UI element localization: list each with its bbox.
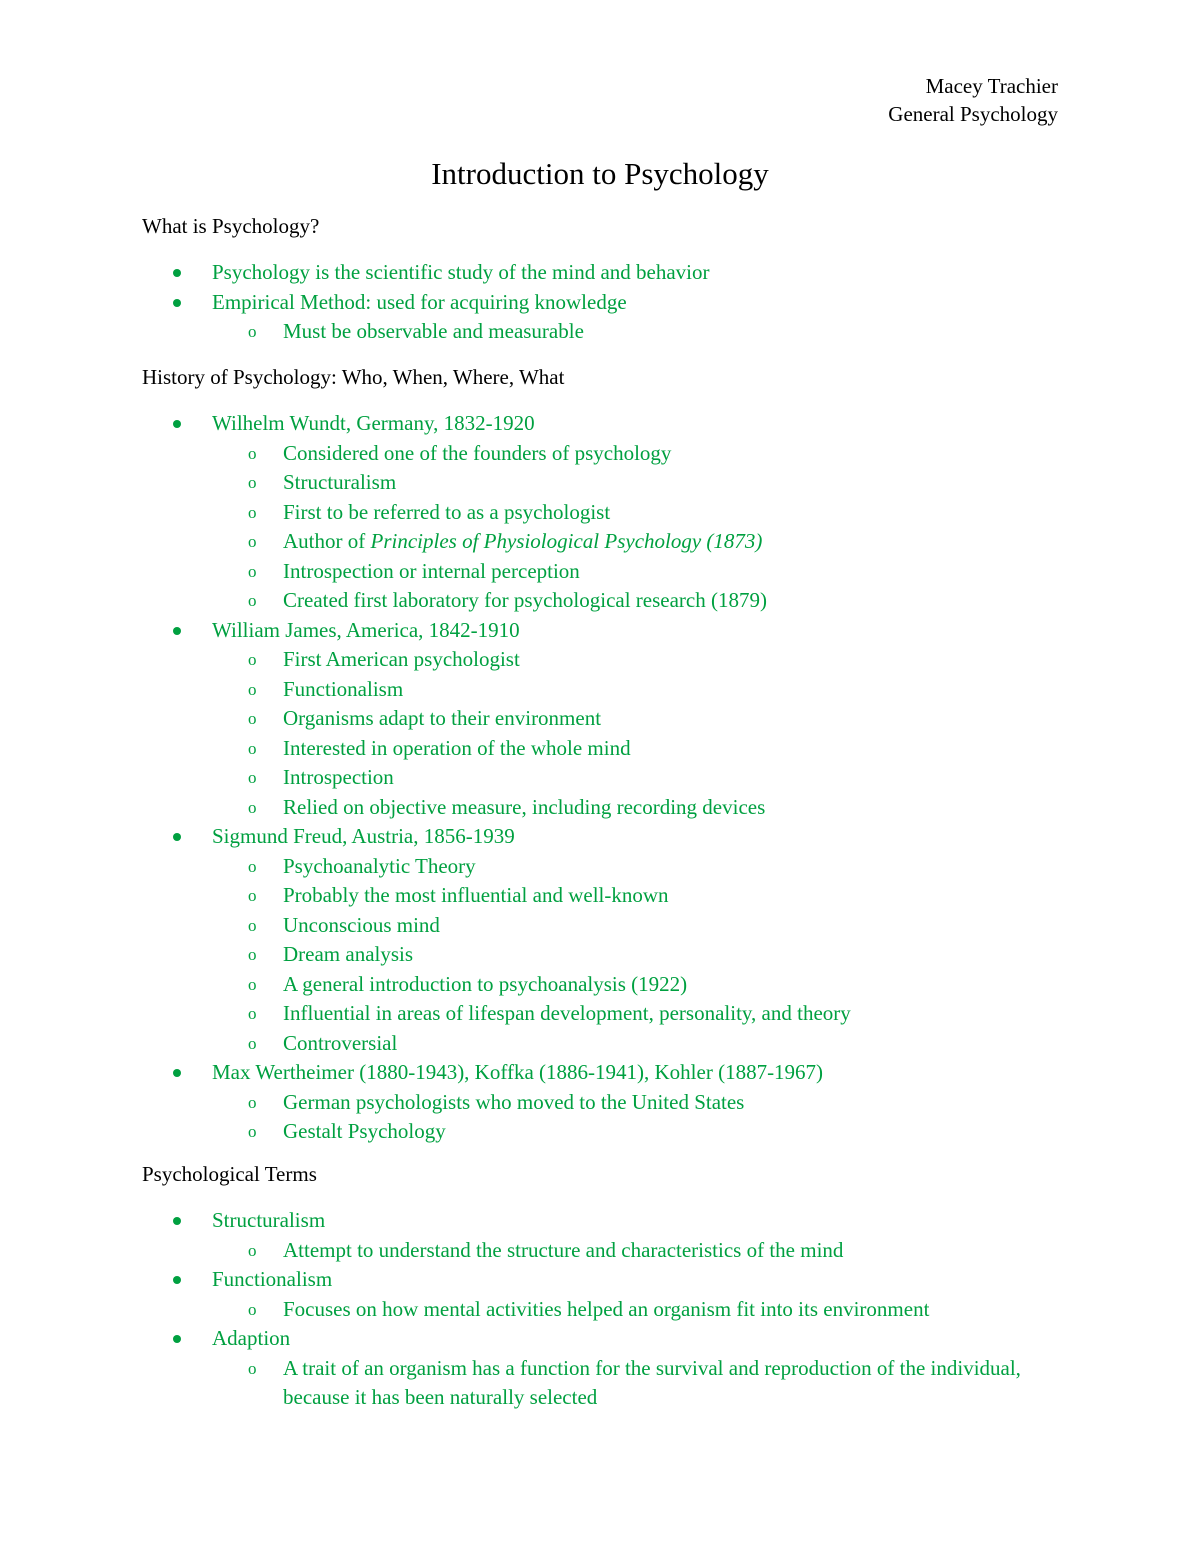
list-item-text: Empirical Method: used for acquiring knowledge xyxy=(212,289,627,314)
sub-list-item-text: Unconscious mind xyxy=(283,912,440,937)
sub-list-item xyxy=(212,586,1062,616)
section-history-of-psychology xyxy=(142,363,1062,1147)
sub-list-item-text: Must be observable and measurable xyxy=(283,319,584,343)
document-header xyxy=(888,72,1058,128)
sub-list-item-text: Interested in operation of the whole mind xyxy=(283,735,631,760)
bullet-list xyxy=(142,1206,1062,1413)
section-psychological-terms xyxy=(142,1160,1062,1413)
circle-bullet-icon: o xyxy=(248,915,257,935)
sub-list xyxy=(212,852,1062,1059)
sub-list-item xyxy=(212,498,1062,528)
bullet-icon xyxy=(173,1335,181,1343)
sub-list-item-text: Structuralism xyxy=(283,470,397,494)
sub-list-item-text: Author of xyxy=(283,529,371,553)
list-item xyxy=(142,1058,1062,1147)
bullet-icon xyxy=(173,420,181,428)
circle-bullet-icon: o xyxy=(248,974,257,994)
sub-list-item xyxy=(212,763,1062,793)
circle-bullet-icon: o xyxy=(248,443,257,463)
sub-list-item-text: Probably the most influential and well-known xyxy=(283,883,669,907)
sub-list-item xyxy=(212,468,1062,498)
sub-list-item xyxy=(212,704,1062,734)
sub-list-item xyxy=(212,881,1062,911)
sub-list xyxy=(212,317,1062,347)
sub-list xyxy=(212,439,1062,616)
list-item xyxy=(142,1265,1062,1324)
sub-list-item xyxy=(212,527,1062,557)
sub-list-item xyxy=(212,439,1062,469)
circle-bullet-icon: o xyxy=(248,532,257,551)
circle-bullet-icon: o xyxy=(248,473,257,492)
sub-list-item-text: Relied on objective measure, including recording devices xyxy=(283,794,766,819)
sub-list-item-text: Controversial xyxy=(283,1030,398,1055)
sub-list-item xyxy=(212,999,1062,1029)
sub-list-item-text: A trait of an organism has a function for the survival and reproduction of the individual, because it has been naturally selected xyxy=(283,1355,1021,1409)
author-name: Macey Trachier xyxy=(925,74,1058,98)
circle-bullet-icon: o xyxy=(248,709,257,728)
sub-list-item xyxy=(212,645,1062,675)
list-item xyxy=(142,822,1062,1058)
bullet-icon xyxy=(173,269,181,277)
sub-list xyxy=(212,1088,1062,1147)
list-item-text: Sigmund Freud, Austria, 1856-1939 xyxy=(212,824,515,848)
sub-list-item-text: Created first laboratory for psychological research (1879) xyxy=(283,588,767,612)
circle-bullet-icon: o xyxy=(248,856,257,876)
sub-list-item-text: First to be referred to as a psychologist xyxy=(283,499,611,524)
sub-list-item-text: Introspection xyxy=(283,765,394,789)
sub-list xyxy=(212,1236,1062,1266)
circle-bullet-icon: o xyxy=(248,1033,257,1053)
sub-list-item xyxy=(212,557,1062,587)
list-item xyxy=(142,409,1062,616)
sub-list-item xyxy=(212,852,1062,882)
sub-list-item-text: A general introduction to psychoanalysis (1922) xyxy=(283,971,688,996)
bullet-icon xyxy=(173,833,181,841)
circle-bullet-icon: o xyxy=(248,591,257,610)
sub-list-item-text: Attempt to understand the structure and characteristics of the mind xyxy=(283,1237,844,1262)
sub-list-item xyxy=(212,911,1062,941)
sub-list-item xyxy=(212,1236,1062,1266)
list-item-text: Psychology is the scientific study of the mind and behavior xyxy=(212,260,710,284)
bullet-icon xyxy=(173,627,181,635)
bullet-icon xyxy=(173,299,181,307)
list-item xyxy=(142,258,1062,288)
circle-bullet-icon: o xyxy=(248,650,257,669)
list-item-text: Functionalism xyxy=(212,1267,333,1291)
circle-bullet-icon: o xyxy=(248,886,257,905)
sub-list-item xyxy=(212,970,1062,1000)
bullet-list xyxy=(142,258,1062,347)
sub-list xyxy=(212,1295,1062,1325)
book-title: Principles of Physiological Psychology (1873) xyxy=(370,529,763,553)
sub-list-item-text: First American psychologist xyxy=(283,647,520,671)
sub-list-item-text: Focuses on how mental activities helped an organism fit into its environment xyxy=(283,1296,930,1321)
circle-bullet-icon: o xyxy=(248,738,257,758)
bullet-icon xyxy=(173,1069,181,1077)
sub-list-item xyxy=(212,1117,1062,1147)
section-what-is-psychology xyxy=(142,212,1062,347)
circle-bullet-icon: o xyxy=(248,322,257,341)
sub-list-item-text: Functionalism xyxy=(283,676,404,701)
document-title: Introduction to Psychology xyxy=(431,156,769,191)
list-item xyxy=(142,288,1062,347)
sub-list-item-text: Introspection or internal perception xyxy=(283,558,580,583)
circle-bullet-icon: o xyxy=(248,1092,257,1112)
circle-bullet-icon: o xyxy=(248,502,257,522)
list-item xyxy=(142,1206,1062,1265)
circle-bullet-icon: o xyxy=(248,1004,257,1023)
section-heading: What is Psychology? xyxy=(142,214,320,238)
sub-list-item xyxy=(212,317,1062,347)
list-item-text: Wilhelm Wundt, Germany, 1832-1920 xyxy=(212,411,535,435)
list-item xyxy=(142,1324,1062,1413)
circle-bullet-icon: o xyxy=(248,1122,257,1141)
circle-bullet-icon: o xyxy=(248,945,257,964)
sub-list-item xyxy=(212,1295,1062,1325)
sub-list-item-text: Organisms adapt to their environment xyxy=(283,706,602,730)
sub-list-item xyxy=(212,734,1062,764)
list-item-text: Structuralism xyxy=(212,1208,326,1232)
circle-bullet-icon: o xyxy=(248,1358,257,1378)
sub-list-item-text: Considered one of the founders of psychology xyxy=(283,440,672,465)
sub-list-item-text: Gestalt Psychology xyxy=(283,1119,446,1143)
circle-bullet-icon: o xyxy=(248,797,257,817)
sub-list-item xyxy=(212,1354,1062,1413)
sub-list xyxy=(212,645,1062,822)
section-heading: Psychological Terms xyxy=(142,1162,317,1186)
sub-list-item xyxy=(212,1088,1062,1118)
sub-list-item xyxy=(212,793,1062,823)
circle-bullet-icon: o xyxy=(248,1240,257,1260)
circle-bullet-icon: o xyxy=(248,561,257,581)
list-item xyxy=(142,616,1062,823)
sub-list xyxy=(212,1354,1062,1413)
list-item-text: Adaption xyxy=(212,1326,291,1350)
sub-list-item xyxy=(212,675,1062,705)
sub-list-item xyxy=(212,1029,1062,1059)
circle-bullet-icon: o xyxy=(248,1299,257,1319)
circle-bullet-icon: o xyxy=(248,679,257,699)
sub-list-item xyxy=(212,940,1062,970)
bullet-icon xyxy=(173,1276,181,1284)
list-item-text: William James, America, 1842-1910 xyxy=(212,617,520,642)
sub-list-item-text: Psychoanalytic Theory xyxy=(283,853,476,878)
sub-list-item-text: German psychologists who moved to the United States xyxy=(283,1089,745,1114)
section-heading: History of Psychology: Who, When, Where, What xyxy=(142,365,565,389)
sub-list-item-text: Dream analysis xyxy=(283,942,414,966)
bullet-list xyxy=(142,409,1062,1147)
list-item-text: Max Wertheimer (1880-1943), Koffka (1886-1941), Kohler (1887-1967) xyxy=(212,1060,824,1084)
circle-bullet-icon: o xyxy=(248,768,257,787)
sub-list-item-text: Influential in areas of lifespan development, personality, and theory xyxy=(283,1001,851,1025)
bullet-icon xyxy=(173,1217,181,1225)
course-name: General Psychology xyxy=(888,102,1058,126)
